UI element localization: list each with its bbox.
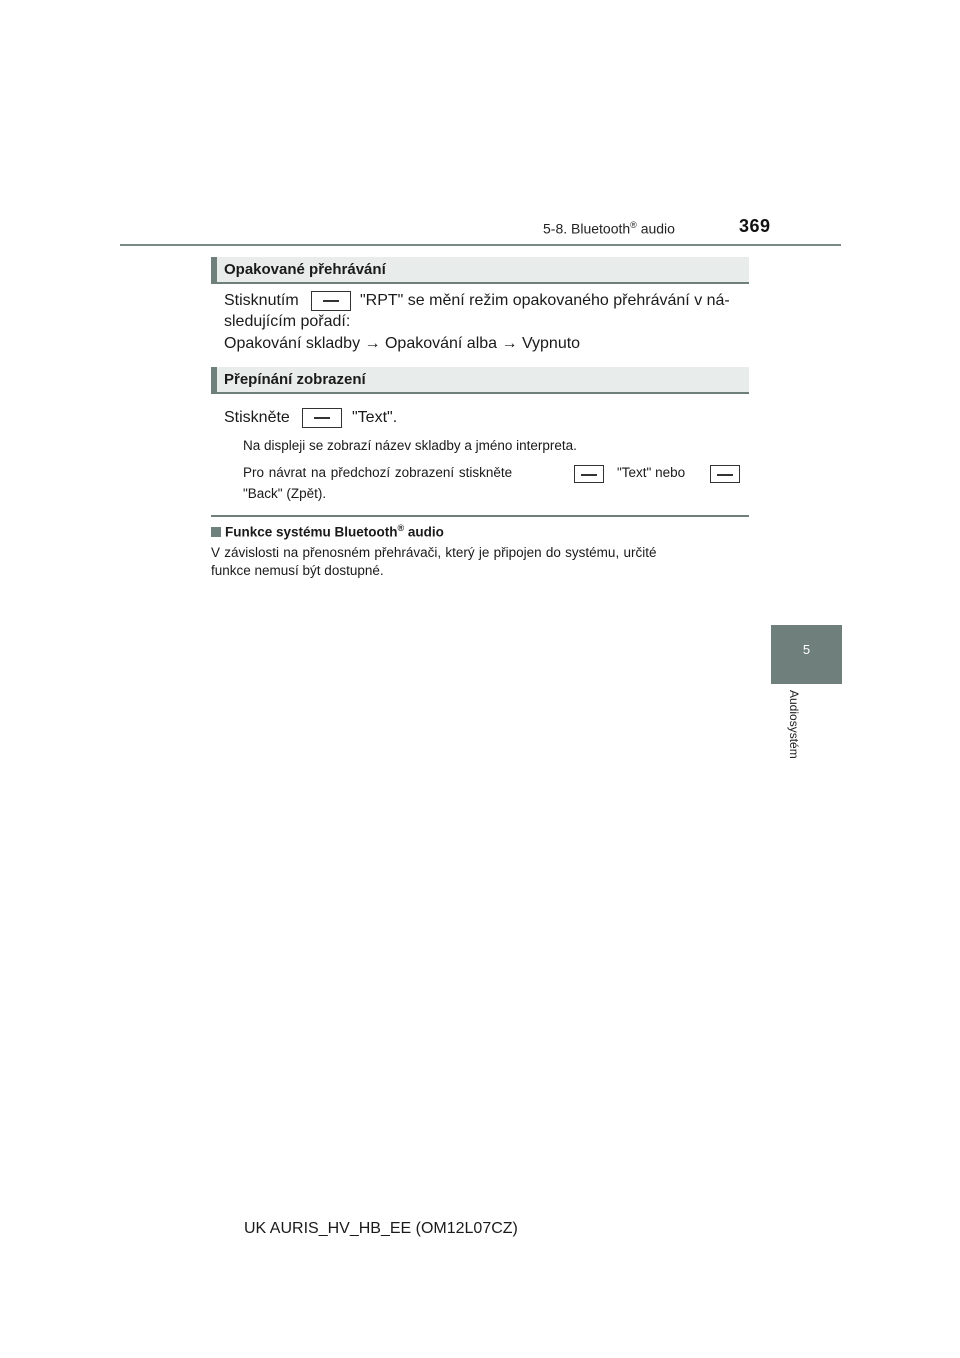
note-divider <box>211 515 749 517</box>
display-sub-2a: Pro návrat na předchozí zobrazení stiskněte <box>243 465 513 480</box>
section-heading-text: Opakované přehrávání <box>224 261 386 278</box>
chapter-number: 5 <box>802 642 811 657</box>
page-number: 369 <box>739 216 771 236</box>
registered-mark: ® <box>630 220 637 230</box>
section-title-text: 5-8. Bluetooth <box>543 220 631 237</box>
section-heading-text: Přepínání zobrazení <box>224 371 366 388</box>
screen-button-icon <box>574 465 604 483</box>
section-heading-display <box>211 367 749 394</box>
section-heading-repeat <box>211 257 749 284</box>
display-line-1a: Stiskněte <box>224 409 290 426</box>
repeat-line-2: sledujícím pořadí: <box>224 313 351 330</box>
chapter-label: Audiosystém <box>787 690 801 759</box>
screen-button-icon <box>302 408 342 428</box>
note-line-1: V závislosti na přenosném přehrávači, který je připojen do systému, určité <box>211 545 657 560</box>
header-divider <box>120 244 841 246</box>
display-sub-3: "Back" (Zpět). <box>243 486 327 501</box>
repeat-line-1a: Stisknutím <box>224 292 299 309</box>
section-title <box>543 220 675 237</box>
note-heading-suffix: audio <box>404 524 444 540</box>
display-sub-2b: "Text" nebo <box>617 465 686 480</box>
note-heading-text: Funkce systému Bluetooth <box>225 524 398 540</box>
repeat-line-3: Opakování skladby → Opakování alba → Vypnuto <box>224 335 581 352</box>
document-code: UK AURIS_HV_HB_EE (OM12L07CZ) <box>244 1220 518 1237</box>
repeat-line-1b: "RPT" se mění režim opakovaného přehrávání v ná- <box>360 292 730 309</box>
note-heading <box>211 523 444 540</box>
square-bullet-icon <box>211 527 221 537</box>
screen-button-icon <box>710 465 740 483</box>
note-line-2: funkce nemusí být dostupné. <box>211 563 384 578</box>
screen-button-icon <box>311 291 351 311</box>
display-line-1b: "Text". <box>352 409 398 426</box>
section-title-suffix: audio <box>636 220 675 237</box>
display-sub-1: Na displeji se zobrazí název skladby a jméno interpreta. <box>243 438 577 453</box>
registered-mark: ® <box>397 523 405 533</box>
